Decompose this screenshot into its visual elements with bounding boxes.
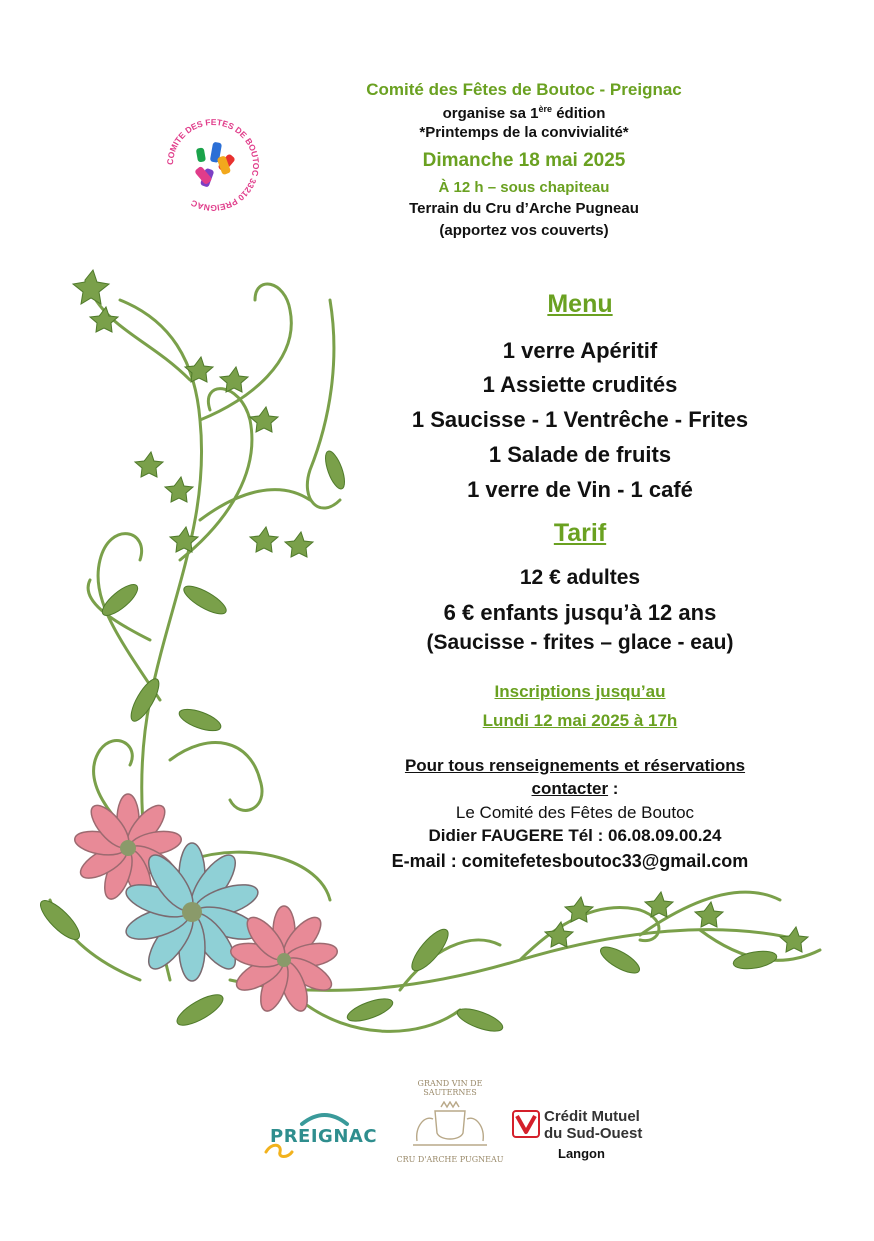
menu-item: 1 verre de Vin - 1 café bbox=[467, 477, 693, 502]
menu-item: 1 Saucisse - 1 Ventrêche - Frites bbox=[411, 407, 749, 432]
edition-prefix: organise sa 1 bbox=[442, 105, 539, 122]
contact-person-phone: Didier FAUGERE Tél : 06.08.09.00.24 bbox=[428, 826, 722, 845]
price-adults: 12 € adultes bbox=[519, 566, 641, 589]
edition-line bbox=[250, 104, 798, 122]
credit-mutuel-city: Langon bbox=[558, 1146, 605, 1161]
contact-heading-line2 bbox=[340, 779, 810, 799]
contact-heading: Pour tous renseignements et réservations bbox=[404, 756, 746, 775]
event-time-place: À 12 h – sous chapiteau bbox=[438, 179, 610, 196]
preignac-wordmark: PREIGNAC bbox=[270, 1126, 378, 1147]
event-name: *Printemps de la convivialité* bbox=[419, 124, 629, 141]
credit-mutuel-icon bbox=[512, 1110, 540, 1138]
inscriptions-deadline: Lundi 12 mai 2025 à 17h bbox=[482, 711, 678, 730]
inscriptions-line1: Inscriptions jusqu’au bbox=[494, 682, 666, 701]
menu-item: 1 verre Apéritif bbox=[502, 338, 658, 363]
badge-ring-text: COMITE DES FETES DE BOUTOC 33210 PREIGNAC bbox=[164, 116, 262, 214]
contact-org: Le Comité des Fêtes de Boutoc bbox=[455, 803, 695, 822]
children-menu: (Saucisse - frites – glace - eau) bbox=[426, 631, 734, 654]
cru-crest-icon bbox=[405, 1101, 495, 1151]
event-date: Dimanche 18 mai 2025 bbox=[422, 150, 626, 171]
svg-text:COMITE DES FETES DE BOUTOC 332 bbox=[165, 117, 261, 213]
price-children: 6 € enfants jusqu’à 12 ans bbox=[443, 600, 717, 625]
cru-top-text: GRAND VIN DE SAUTERNES bbox=[417, 1079, 483, 1097]
contact-heading-word: contacter bbox=[531, 779, 609, 798]
contact-email: E-mail : comitefetesboutoc33@gmail.com bbox=[391, 851, 749, 871]
credit-mutuel-logo bbox=[512, 1108, 662, 1168]
event-venue: Terrain du Cru d’Arche Pugneau bbox=[409, 200, 639, 217]
credit-mutuel-name: Crédit Mutuel bbox=[544, 1108, 640, 1125]
cru-bottom-text: CRU D'ARCHE PUGNEAU bbox=[396, 1155, 504, 1164]
contact-colon: : bbox=[608, 779, 619, 798]
tarif-title: Tarif bbox=[553, 519, 607, 547]
edition-suffix: édition bbox=[552, 105, 606, 122]
event-note: (apportez vos couverts) bbox=[439, 222, 609, 239]
menu-item: 1 Assiette crudités bbox=[482, 372, 678, 397]
edition-superscript: ère bbox=[538, 104, 553, 114]
cru-arche-pugneau-logo bbox=[395, 1077, 505, 1169]
preignac-logo bbox=[262, 1112, 378, 1162]
menu-title: Menu bbox=[547, 290, 613, 318]
menu-item: 1 Salade de fruits bbox=[488, 442, 672, 467]
credit-mutuel-region: du Sud-Ouest bbox=[544, 1125, 643, 1142]
organizer-title: Comité des Fêtes de Boutoc - Preignac bbox=[366, 80, 682, 99]
